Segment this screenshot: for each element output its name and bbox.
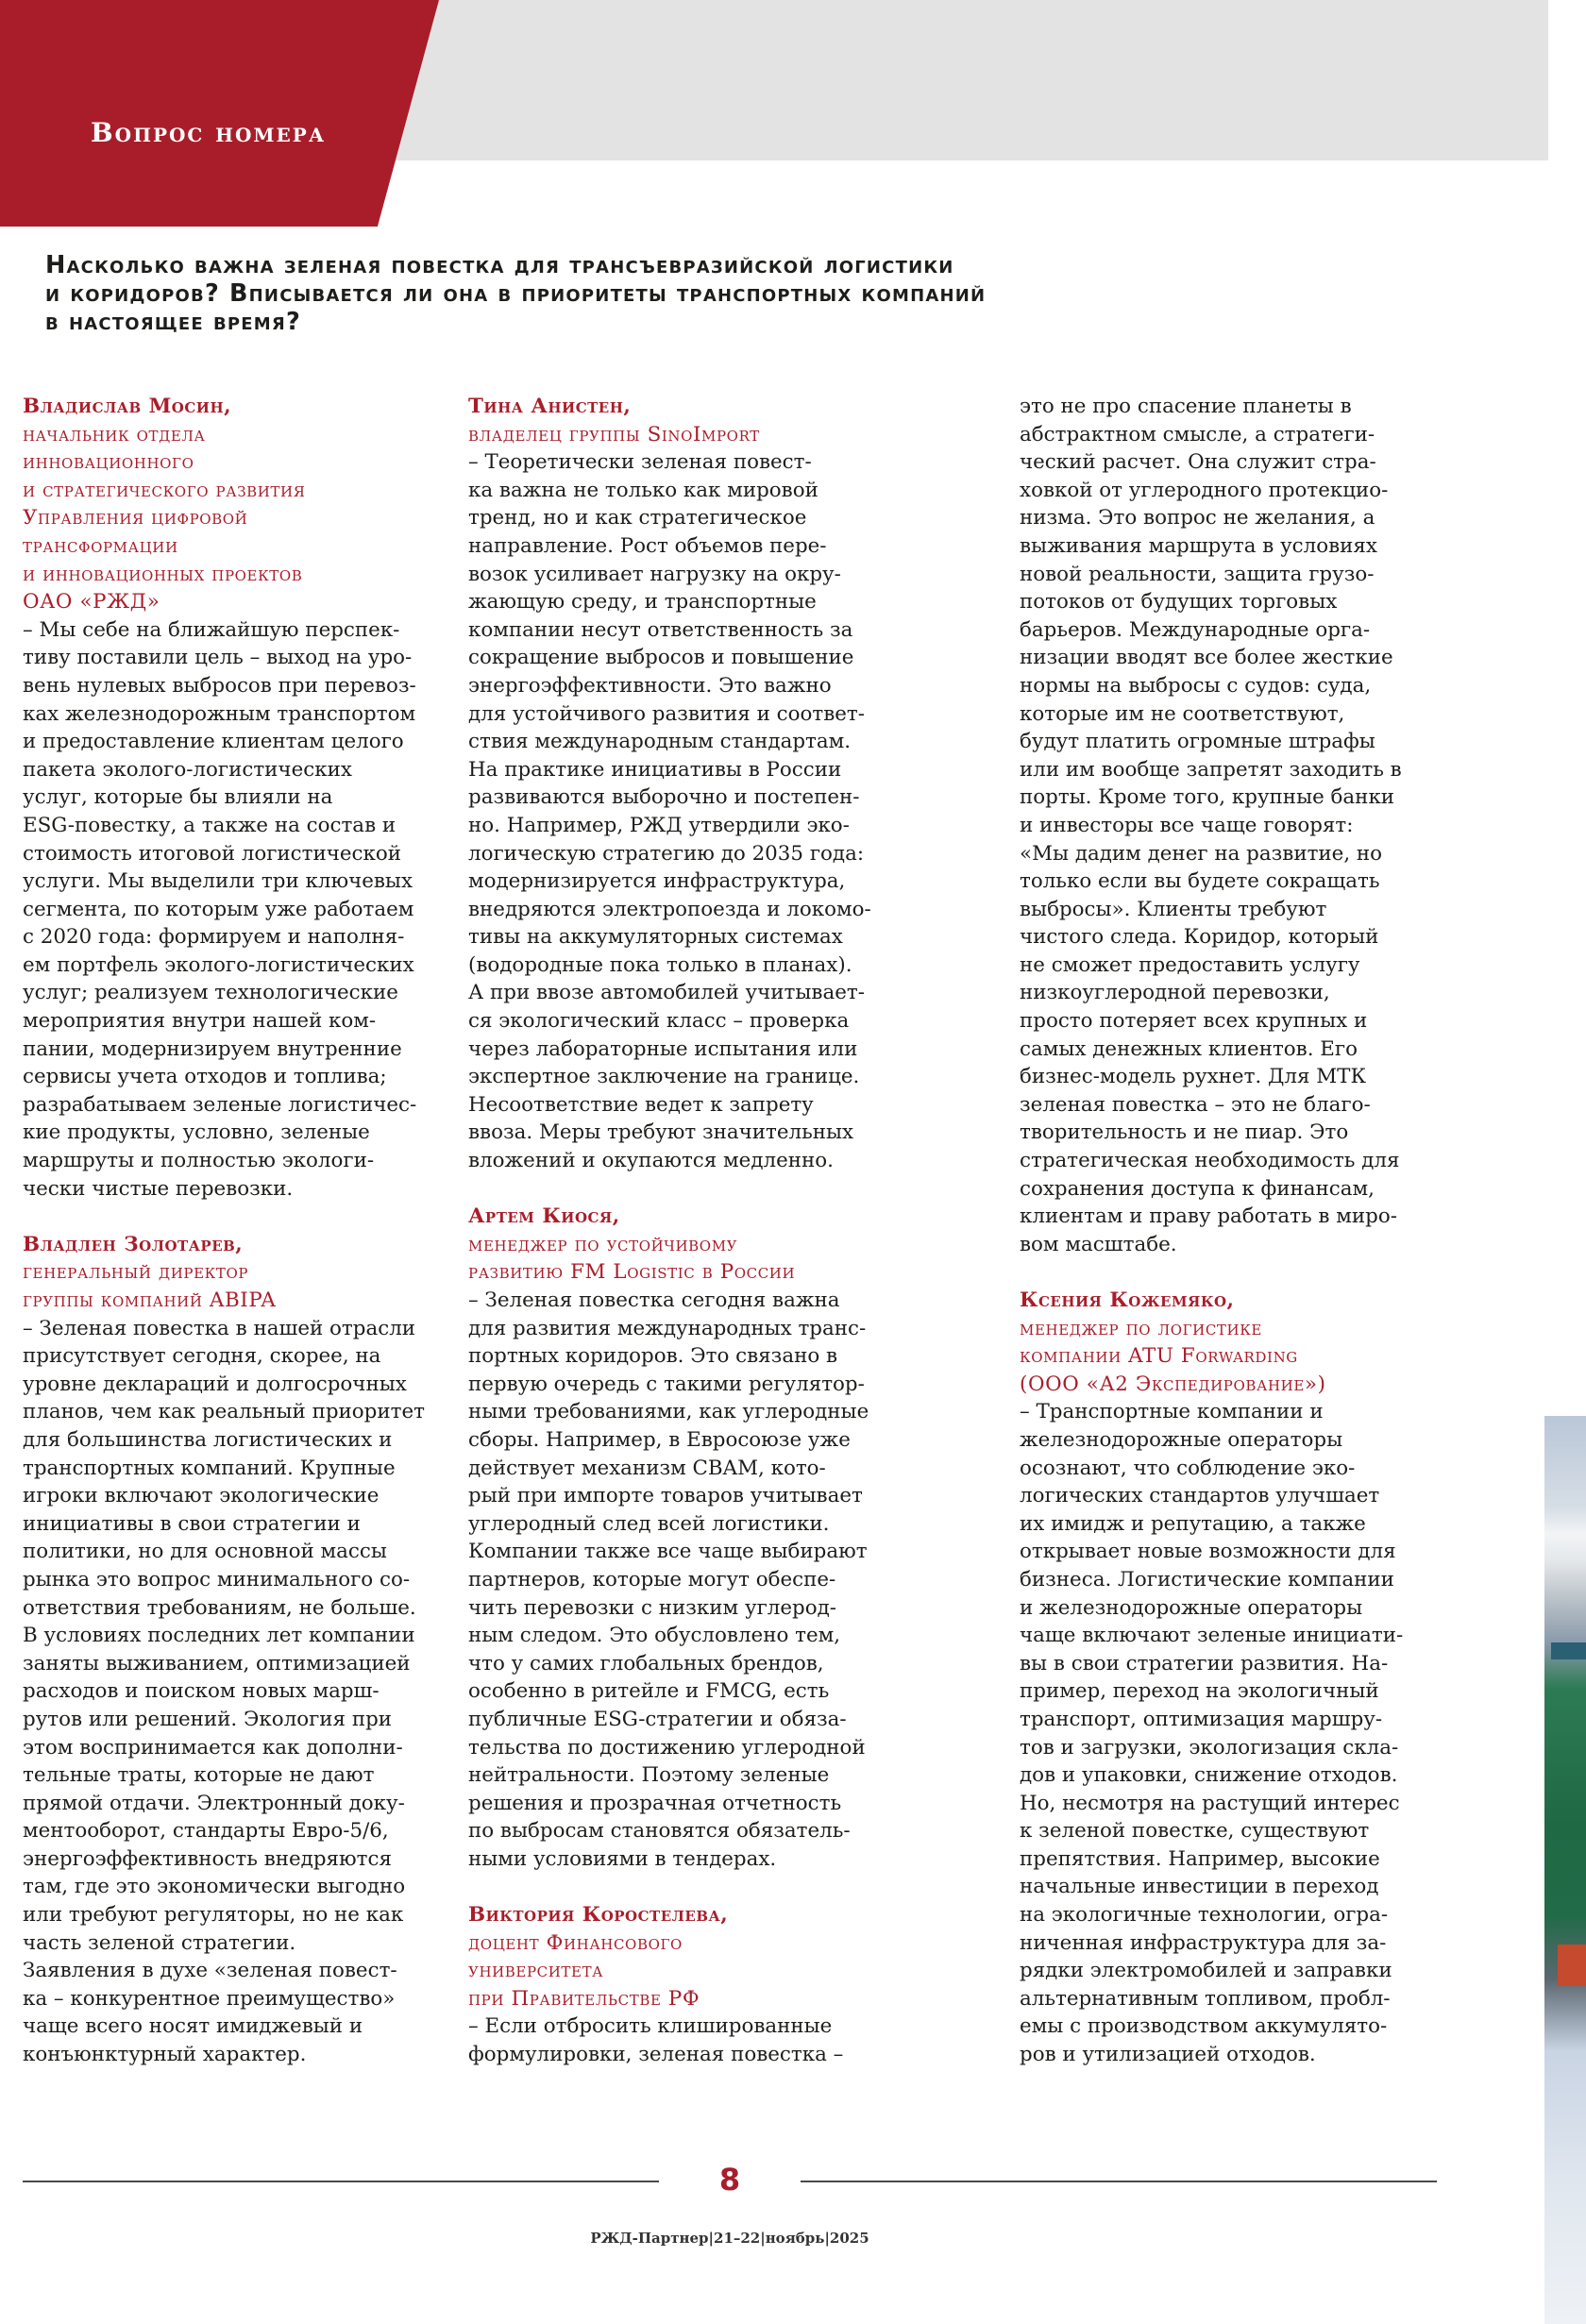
expert-answer-continued: это не про спасение планеты в абстрактном смысле, а стратеги- ческий расчет. Она служит стра- ховкой от углеродного протекцио- низма. Это вопрос не желания, а выживания маршрута в условиях новой реальности, защита грузо- потоков от будущих торговых барьеров. Международные орга- низации вводят все более жесткие нормы на выбросы с судов: суда, которые им не соответствуют, будут платить огромные штрафы или им вообще запретят заходить в порты. Кроме того, крупные банки и инвесторы все чаще говорят: «Мы дадим денег на развитие, но только если вы будете сокращать выбросы». Клиенты требуют чистого следа. Коридор, который не сможет предоставить услугу низкоуглеродной перевозки, просто потеряет всех крупных и самых денежных клиентов. Его бизнес-модель рухнет. Для МТК зеленая повестка – это не благо- творительность и не пиар. Это стратегическая необходимость для сохранения доступа к финансам, клиентам и праву работать в миро- вом масштабе. <box>1020 395 1402 1256</box>
question-heading: Насколько важна зеленая повестка для трансъевразийской логистики и коридоров? Вписывается ли она в приоритеты транспортных компаний в настоящее время? <box>45 251 987 336</box>
expert-name: Ксения Кожемяко, <box>1020 1288 1235 1312</box>
expert-answer: – Транспортные компании и железнодорожные операторы осознают, что соблюдение эко- логических стандартов улучшает их имидж и репутацию, а также открывает новые возможности для бизнеса. Логистические компании и железнодорожные операторы чаще включают зеленые инициати- вы в свои стратегии развития. На- пример, переход на экологичный транспорт, оптимизация маршру- тов и загрузки, экологизация скла- дов и упаковки, снижение отходов. Но, несмотря на растущий интерес к зеленой повестке, существуют препятствия. Например, высокие начальные инвестиции в переход на экологичные технологии, огра- ниченная инфраструктура для за- рядки электромобилей и заправки альтернативным топливом, пробл- емы с производством аккумулято- ров и утилизацией отходов. <box>1020 1400 1404 2067</box>
side-illustration <box>1544 1416 1586 2324</box>
expert-position: доцент Финансового университета при Правительстве РФ <box>468 1930 700 2011</box>
column-3 <box>1020 393 1439 2069</box>
footer-rule-left <box>23 2181 659 2182</box>
expert-position: начальник отдела инновационного и стратегического развития Управления цифровой трансформации и инновационных проектов ОАО «РЖД» <box>23 422 306 615</box>
expert-answer: – Зеленая повестка сегодня важна для развития международных транс- портных коридоров. Это связано в первую очередь с такими регулятор- ными требованиями, как углеродные сборы. Например, в Евросоюзе уже действует механизм CBAM, кото- рый при импорте товаров учитывает углеродный след всей логистики. Компании также все чаще выбирают партнеров, которые могут обеспе- чить перевозки с низким углерод- ным следом. Это обусловлено тем, что у самих глобальных брендов, особенно в ритейле и FMCG, есть публичные ESG-стратегии и обяза- тельства по достижению углеродной нейтральности. Поэтому зеленые решения и прозрачная отчетность по выбросам становятся обязатель- ными условиями в тендерах. <box>468 1288 869 1871</box>
expert-position: менеджер по логистике компании ATU Forwarding (ООО «А2 Экспедирование») <box>1020 1316 1326 1396</box>
expert-position: владелец группы SinoImport <box>468 422 760 446</box>
expert-korosteleva <box>468 1901 887 2069</box>
expert-answer: – Если отбросить клишированные формулировки, зеленая повестка – <box>468 2014 844 2067</box>
expert-name: Артем Киося, <box>468 1204 620 1229</box>
expert-name: Тина Анистен, <box>468 395 632 418</box>
expert-kozhemyako <box>1020 1287 1439 2069</box>
section-label: Вопрос номера <box>91 117 327 148</box>
section-label-background <box>0 0 439 227</box>
column-2 <box>468 393 887 2069</box>
expert-mosin <box>23 393 440 1203</box>
expert-answer: – Мы себе на ближайшую перспек- тиву поставили цель – выход на уро- вень нулевых выбросов при перевоз- ках железнодорожным транспортом и предоставление клиентам целого пакета эколого-логистических услуг, которые бы влияли на ESG-повестку, а также на состав и стоимость итоговой логистической услуги. Мы выделили три ключевых сегмента, по которым уже работаем с 2020 года: формируем и наполня- ем портфель эколого-логистических услуг; реализуем технологические мероприятия внутри нашей ком- пании, модернизируем внутренние сервисы учета отходов и топлива; разрабатываем зеленые логистичес- кие продукты, условно, зеленые маршруты и полностью экологи- чески чистые перевозки. <box>23 617 417 1201</box>
expert-kiosya <box>468 1203 887 1873</box>
expert-name: Виктория Коростелева, <box>468 1903 729 1928</box>
expert-name: Владлен Золотарев, <box>23 1232 244 1256</box>
expert-answer: – Зеленая повестка в нашей отрасли присутствует сегодня, скорее, на уровне деклараций и долгосрочных планов, чем как реальный приоритет для большинства логистических и транспортных компаний. Крупные игроки включают экологические инициативы в свои стратегии и политики, но для основной массы рынка это вопрос минимального со- ответствия требованиям, не больше. В условиях последних лет компании заняты выживанием, оптимизацией расходов и поиском новых марш- рутов или решений. Экология при этом воспринимается как дополни- тельные траты, которые не дают прямой отдачи. Электронный доку- ментооборот, стандарты Евро-5/6, энергоэффективность внедряются там, где это экономически выгодно или требуют регуляторы, но не как часть зеленой стратегии. Заявления в духе «зеленая повест- ка – конкурентное преимущество» чаще всего носят имиджевый и конъюнктурный характер. <box>23 1316 425 2067</box>
expert-answer: – Теоретически зеленая повест- ка важна не только как мировой тренд, но и как стратегическое направление. Рост объемов пере- возок усиливает нагрузку на окру- жающую среду, и транспортные компании несут ответственность за сокращение выбросов и повышение энергоэффективности. Это важно для устойчивого развития и соответ- ствия международным стандартам. На практике инициативы в России развиваются выборочно и постепен- но. Например, РЖД утвердили эко- логическую стратегию до 2035 года: модернизируется инфраструктура, внедряются электропоезда и локомо- тивы на аккумуляторных системах (водородные пока только в планах). А при ввозе автомобилей учитывает- ся экологический класс – проверка через лабораторные испытания или экспертное заключение на границе. Несоответствие ведет к запрету ввоза. Меры требуют значительных вложений и окупаются медленно. <box>468 450 871 1173</box>
footer-rule-right <box>801 2181 1437 2182</box>
column-1 <box>23 393 440 2069</box>
side-illustration-detail <box>1551 1642 1586 1659</box>
expert-zolotarev <box>23 1231 440 2069</box>
journal-info: РЖД-Партнер|21–22|ноябрь|2025 <box>590 2230 869 2247</box>
expert-position: менеджер по устойчивому развитию FM Logistic в России <box>468 1232 796 1285</box>
side-illustration-detail <box>1558 1945 1586 1986</box>
expert-name: Владислав Мосин, <box>23 395 232 418</box>
expert-anisten <box>468 393 887 1175</box>
page-number: 8 <box>718 2162 741 2198</box>
expert-position: генеральный директор группы компаний ABIPA <box>23 1260 277 1312</box>
